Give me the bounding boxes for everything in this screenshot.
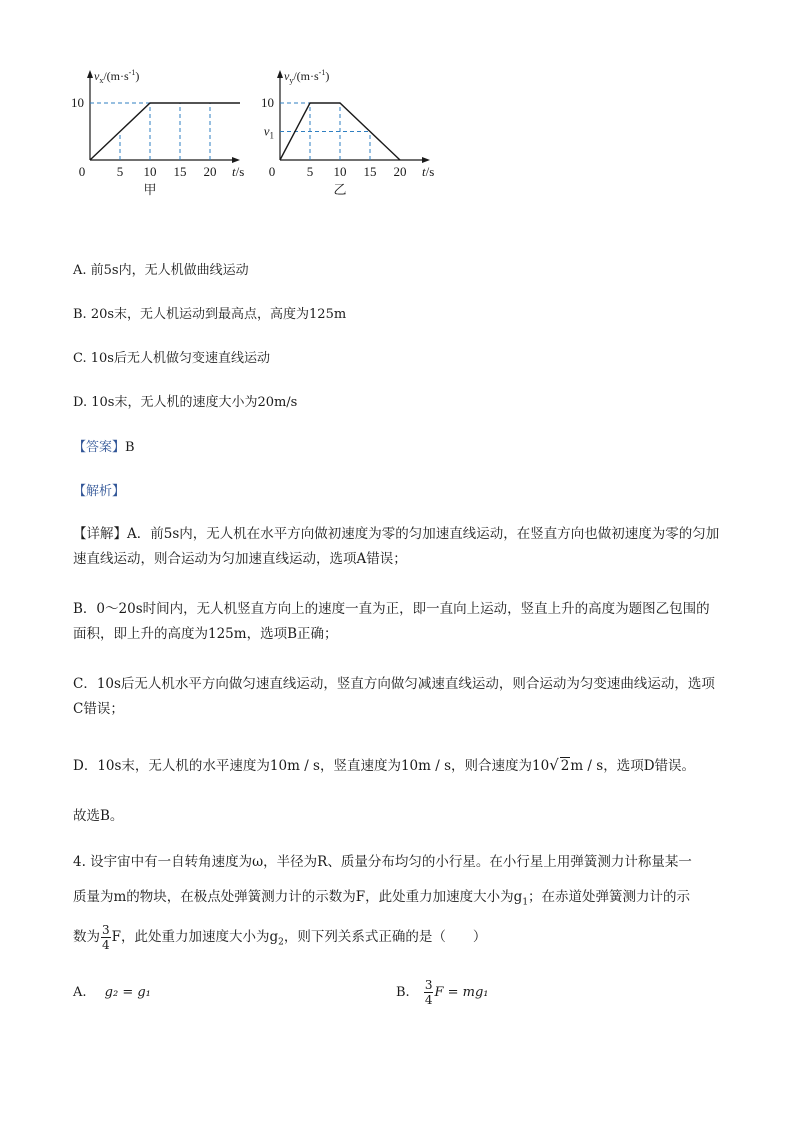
option-d: D. 10s末，无人机的速度大小为20m/s — [73, 395, 298, 410]
x-tick-label-20: 20 — [203, 164, 217, 179]
detail-c: C．10s后无人机水平方向做匀速直线运动，竖直方向做匀减速直线运动，则合运动为匀变速曲线运动，选项C错误； — [73, 676, 715, 717]
fraction-3-4 — [101, 923, 111, 952]
q4-line3-post: F，此处重力加速度大小为g — [111, 929, 279, 945]
q4-option-b-label: B. — [396, 985, 410, 1000]
answer-tag: 【答案】 — [73, 440, 126, 455]
q4-line3-end: ，则下列关系式正确的是（ ） — [283, 929, 487, 945]
q4-line2a: 质量为m的物块，在极点处弹簧测力计的示数为F，此处重力加速度大小为g — [73, 889, 523, 905]
q4-line2 — [73, 885, 721, 916]
q4-line3 — [73, 920, 721, 960]
y-tick-label-10: 10 — [261, 95, 274, 110]
detail-d — [73, 753, 721, 779]
x-tick-label-15: 15 — [363, 164, 377, 179]
x-tick-label-10: 10 — [143, 164, 157, 179]
chart-jia — [60, 62, 260, 202]
detail-b: B．0～20s时间内，无人机竖直方向上的速度一直为正，即一直向上运动，竖直上升的高度为题图乙包围的面积，即上升的高度为125m，选项B正确； — [73, 601, 710, 642]
x-tick-label-5: 5 — [116, 164, 124, 179]
y-axis-arrow — [277, 70, 283, 78]
y-axis-arrow — [87, 70, 93, 78]
y-axis-label: $v_y/(m\cdot s^{-1})$ — [284, 68, 330, 85]
conclusion: 故选B。 — [73, 808, 124, 824]
fraction-denominator: 4 — [102, 938, 110, 952]
sqrt-symbol: √ — [549, 756, 559, 774]
q4-option-b-fraction — [424, 978, 434, 1007]
x-tick-label-5: 5 — [306, 164, 314, 179]
y-tick-label-10: 10 — [71, 95, 84, 110]
option-c: C. 10s后无人机做匀变速直线运动 — [73, 351, 270, 366]
detail-d-part2: m / s，选项D错误。 — [570, 758, 696, 774]
q4-line3-pre: 数为 — [73, 929, 100, 945]
q4-option-b-numerator: 3 — [424, 978, 433, 992]
origin-label: 0 — [268, 164, 276, 179]
origin-label: 0 — [78, 164, 86, 179]
x-axis-label: t/s — [232, 164, 245, 179]
detail-d-part1: D．10s末，无人机的水平速度为10m / s，竖直速度为10m / s，则合速度为10 — [73, 758, 550, 774]
q4-option-a — [73, 985, 151, 1000]
option-b: B. 20s末，无人机运动到最高点，高度为125m — [73, 307, 347, 322]
q4-line3-sub: 2 — [278, 937, 284, 948]
chart-caption: 甲 — [143, 182, 157, 197]
q4-line2b: ；在赤道处弹簧测力计的示 — [528, 889, 691, 905]
x-tick-label-10: 10 — [333, 164, 347, 179]
chart-caption: 乙 — [333, 182, 347, 197]
answer-line — [73, 436, 135, 455]
sqrt-radicand: 2 — [560, 758, 570, 774]
option-a: A. 前5s内，无人机做曲线运动 — [73, 263, 249, 278]
chart-yi — [250, 62, 450, 202]
series-line — [90, 103, 240, 160]
analysis-tag: 【解析】 — [73, 484, 126, 499]
fraction-numerator: 3 — [102, 923, 110, 937]
q4-option-a-label: A. — [73, 985, 87, 1000]
y-tick-label-5: $v_1$ — [263, 123, 274, 141]
q4-option-b — [396, 978, 489, 1008]
q4-option-a-expr: g₂ = g₁ — [104, 985, 151, 1000]
x-tick-label-15: 15 — [173, 164, 187, 179]
q4-option-b-expr: F = mg₁ — [434, 985, 489, 1000]
x-tick-label-20: 20 — [393, 164, 407, 179]
x-axis-arrow — [422, 157, 430, 163]
q4-option-b-denominator: 4 — [424, 993, 433, 1007]
q4-line1: 4. 设宇宙中有一自转角速度为ω，半径为R、质量分布均匀的小行星。在小行星上用弹簧测力计称量某一 — [73, 854, 692, 870]
y-axis-label: $v_x/(m\cdot s^{-1})$ — [94, 68, 140, 85]
answer-value: B — [125, 440, 135, 455]
x-axis-label: t/s — [422, 164, 435, 179]
x-axis-arrow — [232, 157, 240, 163]
q4-line2-sub: 1 — [522, 897, 529, 908]
detail-a: 【详解】A．前5s内，无人机在水平方向做初速度为零的匀加速直线运动，在竖直方向也做初速度为零的匀加速直线运动，则合运动为匀加速直线运动，选项A错误； — [73, 526, 720, 567]
